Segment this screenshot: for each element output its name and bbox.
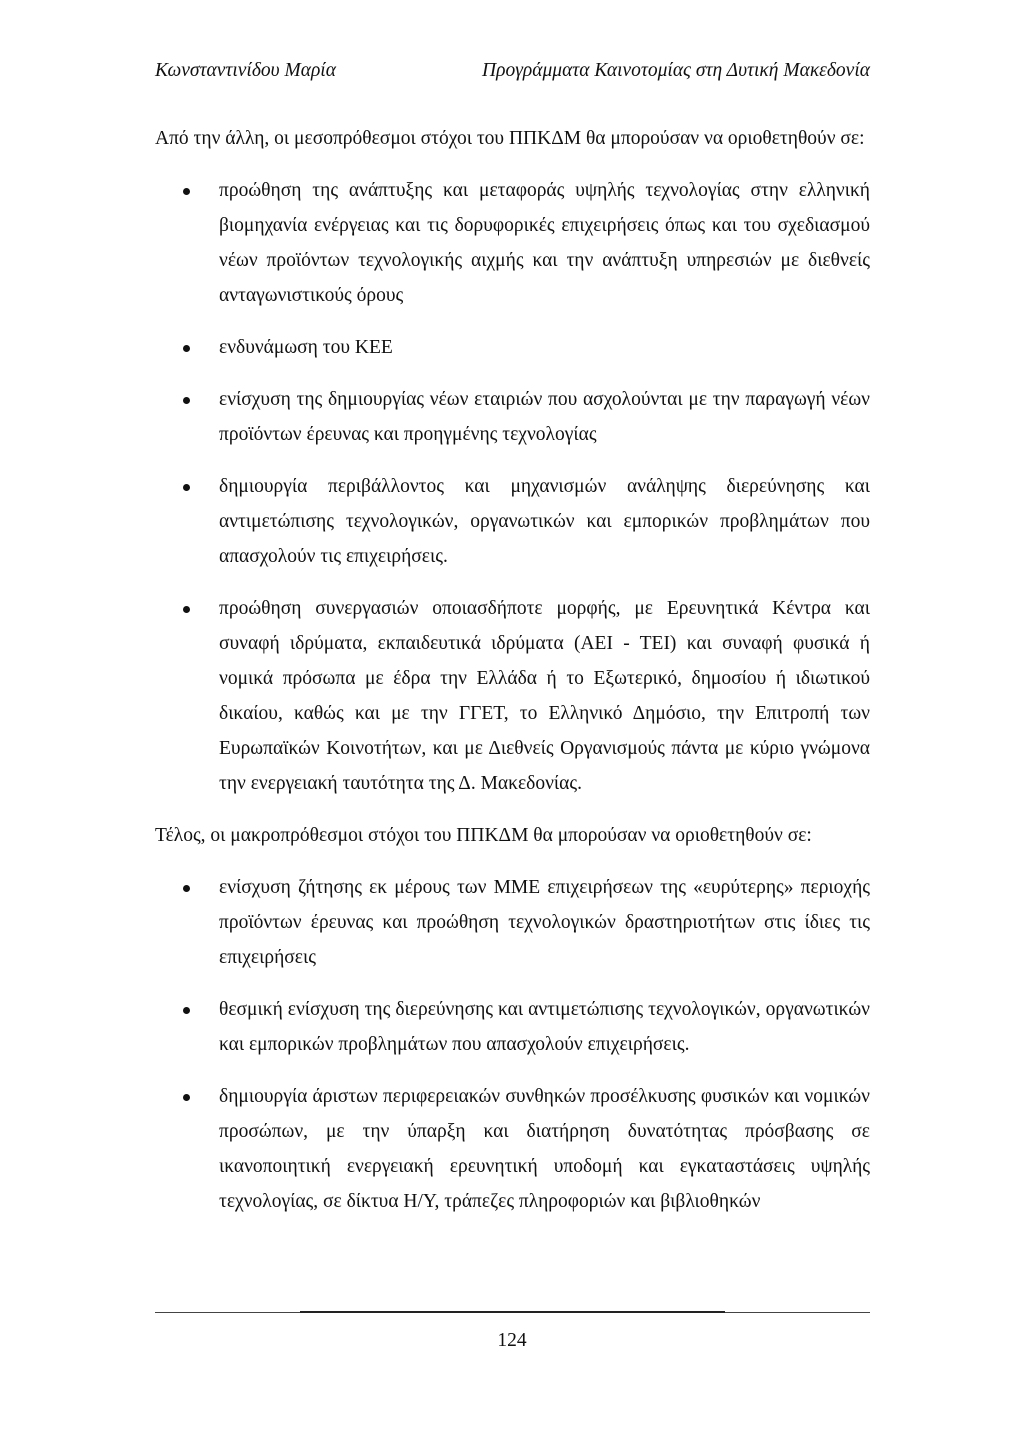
list-item — [155, 992, 870, 1062]
list-item-text: προώθηση της ανάπτυξης και μεταφοράς υψηλής τεχνολογίας στην ελληνική βιομηχανία ενέργειας και τις δορυφορικές επιχειρήσεις όπως και του σχεδιασμού νέων προϊόντων τεχνολογικής αιχμής και την ανάπτυξη υπηρεσιών με διεθνείς ανταγωνιστικούς όρους — [219, 180, 870, 306]
long-term-goals-list — [155, 870, 870, 1219]
page-header — [155, 60, 870, 90]
footer-divider-accent — [300, 1311, 725, 1313]
bullet-icon — [183, 1007, 190, 1014]
mid-term-goals-list — [155, 173, 870, 801]
header-title: Προγράμματα Καινοτομίας στη Δυτική Μακεδονία — [482, 60, 870, 81]
list-item-text: ενδυνάμωση του ΚΕΕ — [219, 337, 393, 358]
mid-term-intro-paragraph: Από την άλλη, οι μεσοπρόθεσμοι στόχοι του ΠΠΚΔΜ θα μπορούσαν να οριοθετηθούν σε: — [155, 128, 865, 149]
list-item-text: δημιουργία περιβάλλοντος και μηχανισμών ανάληψης διερεύνησης και αντιμετώπισης τεχνολογικών, οργανωτικών και εμπορικών προβλημάτων που απασχολούν τις επιχειρήσεις. — [219, 476, 870, 567]
list-item — [155, 870, 870, 975]
list-item-text: προώθηση συνεργασιών οποιασδήποτε μορφής, με Ερευνητικά Κέντρα και συναφή ιδρύματα, εκπαιδευτικά ιδρύματα (ΑΕΙ - ΤΕΙ) και συναφή φυσικά ή νομικά πρόσωπα με έδρα την Ελλάδα ή το Εξωτερικό, δημοσίου ή ιδιωτικού δικαίου, καθώς και με την ΓΓΕΤ, το Ελληνικό Δημόσιο, την Επιτροπή των Ευρωπαϊκών Κοινοτήτων, και με Διεθνείς Οργανισμούς πάντα με κύριο γνώμονα την ενεργειακή ταυτότητα της Δ. Μακεδονίας. — [219, 598, 870, 794]
bullet-icon — [183, 1094, 190, 1101]
bullet-icon — [183, 345, 190, 352]
list-item-text: ενίσχυση της δημιουργίας νέων εταιριών που ασχολούνται με την παραγωγή νέων προϊόντων έρευνας και προηγμένης τεχνολογίας — [219, 389, 870, 445]
page-number: 124 — [497, 1330, 527, 1351]
list-item-text: δημιουργία άριστων περιφερειακών συνθηκών προσέλκυσης φυσικών και νομικών προσώπων, με την ύπαρξη και διατήρηση δυνατότητας πρόσβασης σε ικανοποιητική ενεργειακή ερευνητική υποδομή και εγκαταστάσεις υψηλής τεχνολογίας, σε δίκτυα Η/Υ, τράπεζες πληροφοριών και βιβλιοθηκών — [219, 1086, 870, 1212]
header-author: Κωνσταντινίδου Μαρία — [155, 60, 336, 81]
bullet-icon — [183, 188, 190, 195]
document-body — [155, 121, 870, 1236]
bullet-icon — [183, 397, 190, 404]
list-item — [155, 591, 870, 801]
bullet-icon — [183, 484, 190, 491]
list-item — [155, 1079, 870, 1219]
bullet-icon — [183, 885, 190, 892]
list-item — [155, 469, 870, 574]
list-item-text: θεσμική ενίσχυση της διερεύνησης και αντιμετώπισης τεχνολογικών, οργανωτικών και εμπορικών προβλημάτων που απασχολούν επιχειρήσεις. — [219, 999, 870, 1055]
long-term-intro-paragraph: Τέλος, οι μακροπρόθεσμοι στόχοι του ΠΠΚΔΜ θα μπορούσαν να οριοθετηθούν σε: — [155, 825, 812, 846]
list-item — [155, 382, 870, 452]
list-item — [155, 173, 870, 313]
list-item-text: ενίσχυση ζήτησης εκ μέρους των ΜΜΕ επιχειρήσεων της «ευρύτερης» περιοχής προϊόντων έρευνας και προώθηση τεχνολογικών δραστηριοτήτων στις ίδιες τις επιχειρήσεις — [219, 877, 870, 968]
list-item — [155, 330, 870, 365]
bullet-icon — [183, 606, 190, 613]
